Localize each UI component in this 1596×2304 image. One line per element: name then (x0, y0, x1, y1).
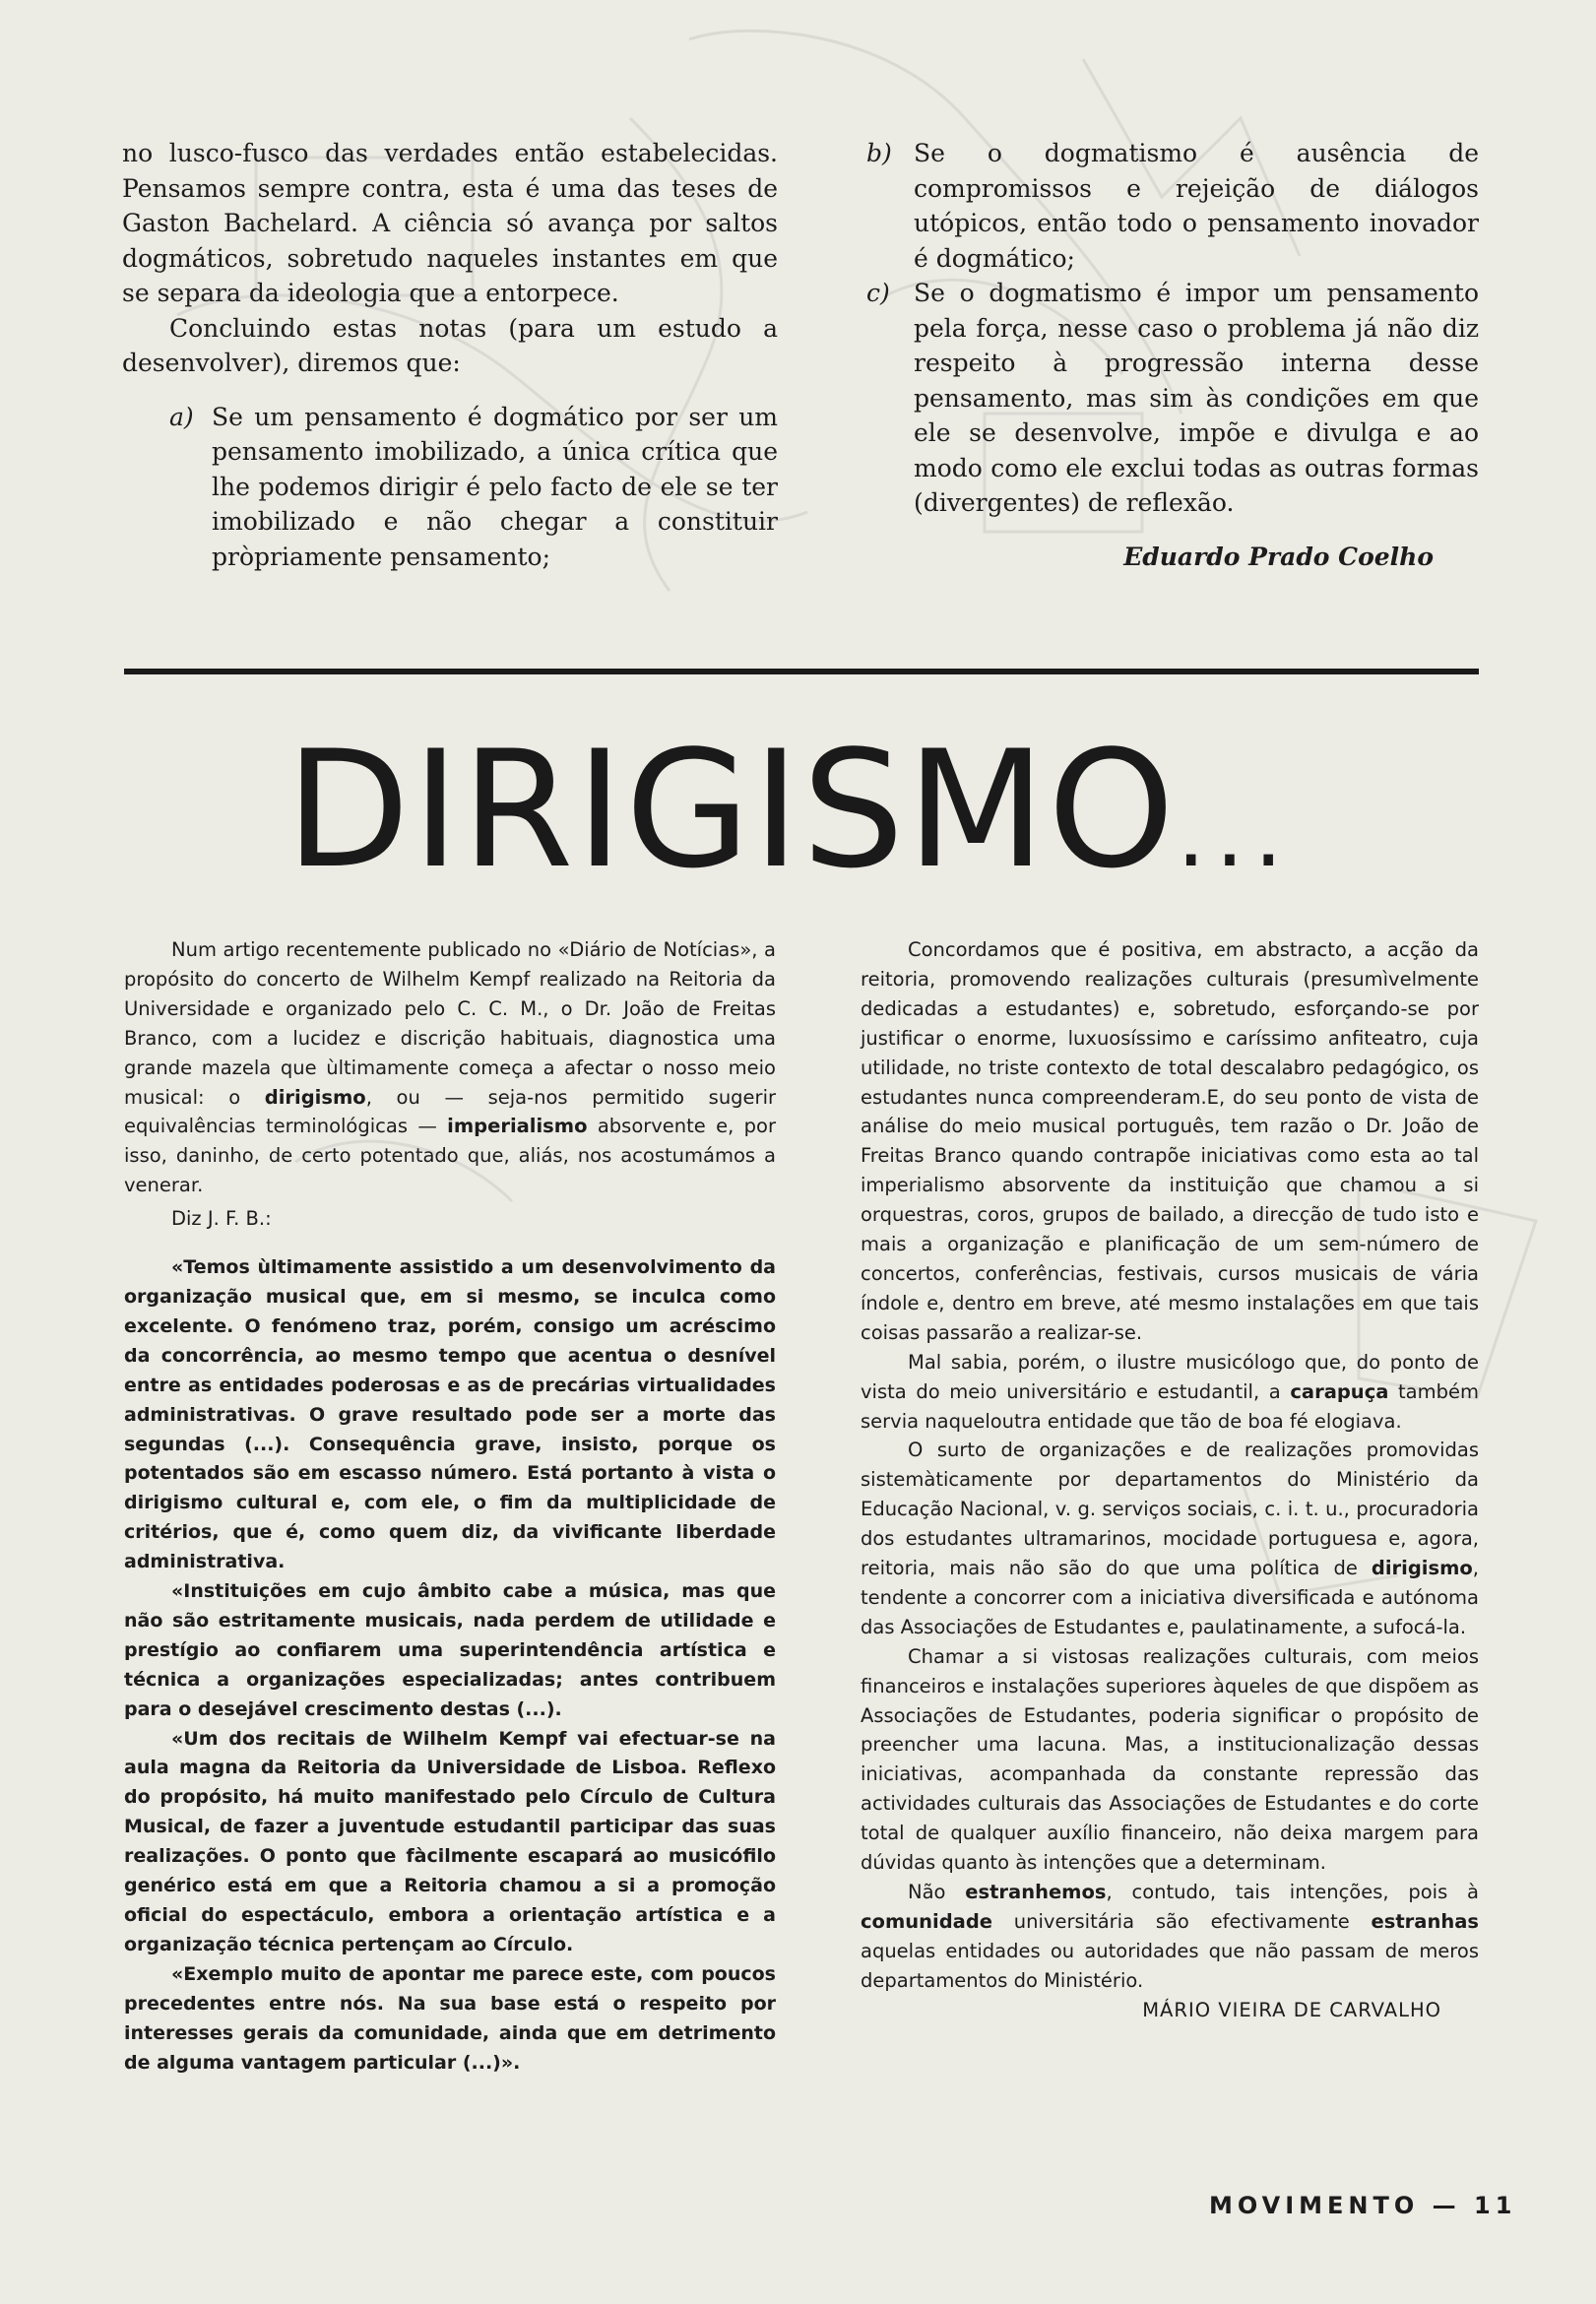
emphasis-comunidade: comunidade (861, 1909, 993, 1933)
emphasis-dirigismo: dirigismo (264, 1085, 366, 1109)
text-run: também servia naqueloutra entidade que tão de boa fé elogiava. (861, 1379, 1479, 1433)
article-title-dots: ... (1177, 782, 1293, 887)
essay-left-column (122, 136, 778, 574)
essay-right-column (866, 136, 1479, 574)
essay-author-signature: Eduardo Prado Coelho (1123, 542, 1434, 571)
section-divider-rule (124, 669, 1479, 674)
essay-item-b (866, 136, 1479, 276)
article-paragraph: Concordamos que é positiva, em abstracto, a acção da reitoria, promovendo realizações culturais (presumìvelmente dedicadas a estudantes) e, sobretudo, esforçando-se por justificar o enorme, luxuosíssimo e caríssimo anfiteatro, cuja utilidade, no triste contexto de total descalabro pedagógico, os estudantes nunca compreenderam.E, do seu ponto de vista de análise do meio musical português, tem razão o Dr. João de Freitas Branco quando contrapõe iniciativas como esta ao tal imperialismo absorvente da instituição que chamou a si orquestras, coros, grupos de bailado, a direcção de tudo isto e mais a organização e planificação de um sem-número de concertos, conferências, festivais, cursos musicais de vária índole e, dentro em breve, até mesmo instalações em que tais coisas passarão a realizar-se. (861, 938, 1479, 1344)
article-left-column (124, 935, 776, 2078)
item-b-marker: b) (866, 139, 892, 167)
quote-paragraph: «Exemplo muito de apontar me parece este, com poucos precedentes entre nós. Na sua base está o respeito por interesses gerais da comunidade, ainda que em detrimento de alguma vantagem particular (...)». (124, 1962, 776, 2074)
text-run: O surto de organizações e de realizações promovidas sistemàticamente por departamentos do Ministério da Educação Nacional, v. g. serviços sociais, c. i. t. u., procuradoria dos estudantes ultramarinos, mocidade portuguesa e, agora, reitoria, mais não são do que uma política de (861, 1439, 1479, 1580)
item-b-text: Se o dogmatismo é ausência de compromissos e rejeição de diálogos utópicos, então todo o pensamento inovador é dogmático; (914, 139, 1479, 273)
article-paragraph (861, 1878, 1479, 1996)
article-author-signature: MÁRIO VIEIRA DE CARVALHO (1142, 1998, 1441, 2021)
quote-paragraph: «Um dos recitais de Wilhelm Kempf vai efectuar-se na aula magna da Reitoria da Universidade de Lisboa. Reflexo do propósito, há muito manifestado pelo Círculo de Cultura Musical, de fazer a juventude estudantil participar das suas realizações. O ponto que fàcilmente escapará ao musicófilo genérico está em que a Reitoria chamou a si a promoção oficial do espectáculo, embora a orientação artística e a organização técnica pertençam ao Círculo. (124, 1727, 776, 1955)
article-paragraph: Chamar a si vistosas realizações culturais, com meios financeiros e instalações superiores àqueles de que dispõem as Associações de Estudantes, poderia significar o propósito de preencher uma lacuna. Mas, a institucionalização dessas iniciativas, acompanhada da constante repressão das actividades culturais das Associações de Estudantes e do corte total de qualquer auxílio financeiro, não deixa margem para dúvidas quanto às intenções que a determinam. (861, 1644, 1479, 1875)
item-a-text: Se um pensamento é dogmático por ser um pensamento imobilizado, a única crítica que lhe podemos dirigir é pelo facto de ele se ter imobilizado e não chegar a constituir pròpriamente pensamento; (212, 402, 778, 571)
text-run: absorvente e, por isso, daninho, de certo potentado que, aliás, nos acostumámos a venerar. (124, 1115, 776, 1197)
text-run: , ou — seja-nos permitido sugerir equivalências terminológicas — (124, 1085, 777, 1138)
quote-paragraph: «Instituições em cujo âmbito cabe a música, mas que não são estritamente musicais, nada perdem de utilidade e prestígio ao confiarem uma superintendência artística e técnica a organizações especializadas; antes contribuem para o desejável crescimento destas (...). (124, 1580, 776, 1720)
text-run: Mal sabia, porém, o ilustre musicólogo que, do ponto de vista do meio universitário e estudantil, a (861, 1350, 1479, 1403)
item-a-marker: a) (169, 402, 194, 431)
emphasis-carapuca: carapuça (1290, 1379, 1389, 1403)
emphasis-estranhas: estranhas (1371, 1909, 1479, 1933)
article-title (286, 717, 1293, 928)
text-run: Não (908, 1881, 966, 1903)
item-c-marker: c) (866, 279, 890, 307)
text-run: Num artigo recentemente publicado no «Diário de Notícias», a propósito do concerto de Wilhelm Kempf realizado na Reitoria da Universidade e organizado pelo C. C. M., o Dr. João de Freitas Branco, com a lucidez e discrição habituais, diagnostica uma grande mazela que ùltimamente começa a afectar o nosso meio musical: o (124, 938, 776, 1109)
essay-intro-paragraph: no lusco-fusco das verdades então estabelecidas. Pensamos sempre contra, esta é uma das teses de Gaston Bachelard. A ciência só avança por saltos dogmáticos, sobretudo naqueles instantes em que se separa da ideologia que a entorpece. (122, 139, 778, 307)
essay-item-a (122, 400, 778, 575)
quote-paragraph: «Temos ùltimamente assistido a um desenvolvimento da organização musical que, em si mesmo, se inculca como excelente. O fenómeno traz, porém, consigo um acréscimo da concorrência, ao mesmo tempo que acentua o desnível entre as entidades poderosas e as de precárias virtualidades administrativas. O grave resultado pode ser a morte das segundas (...). Consequência grave, insisto, porque os potentados são em escasso número. Está portanto à vista o dirigismo cultural e, com ele, o fim da multiplicidade de critérios, que é, como quem diz, da vivificante liberdade administrativa. (124, 1256, 776, 1573)
text-run: , contudo, tais intenções, pois à (1106, 1881, 1479, 1903)
text-run: aquelas entidades ou autoridades que não passam de meros departamentos do Ministério. (861, 1939, 1479, 1992)
item-c-text: Se o dogmatismo é impor um pensamento pela força, nesse caso o problema já não diz respeito à progressão interna desse pensamento, mas sim às condições em que ele se desenvolve, impõe e divulga e ao modo como ele exclui todas as outras formas (divergentes) de reflexão. (914, 279, 1479, 517)
page-footer: MOVIMENTO — 11 (1209, 2192, 1517, 2219)
text-run: universitária são efectivamente (992, 1909, 1372, 1933)
emphasis-imperialismo: imperialismo (447, 1115, 588, 1138)
text-run: , tendente a concorrer com a iniciativa diversificada e autónoma das Associações de Estudantes e, paulatinamente, a sufocá-la. (861, 1557, 1479, 1638)
emphasis-dirigismo: dirigismo (1371, 1557, 1473, 1580)
article-title-text: DIRIGISMO (286, 716, 1178, 904)
article-paragraph (861, 1348, 1479, 1437)
article-intro-paragraph (124, 935, 776, 1200)
article-paragraph (861, 1436, 1479, 1641)
essay-item-c (866, 276, 1479, 521)
emphasis-estranhemos: estranhemos (965, 1881, 1107, 1903)
essay-conclusion-paragraph: Concluindo estas notas (para um estudo a desenvolver), diremos que: (122, 313, 778, 377)
article-right-column (861, 935, 1479, 2025)
quote-attribution: Diz J. F. B.: (171, 1207, 272, 1231)
